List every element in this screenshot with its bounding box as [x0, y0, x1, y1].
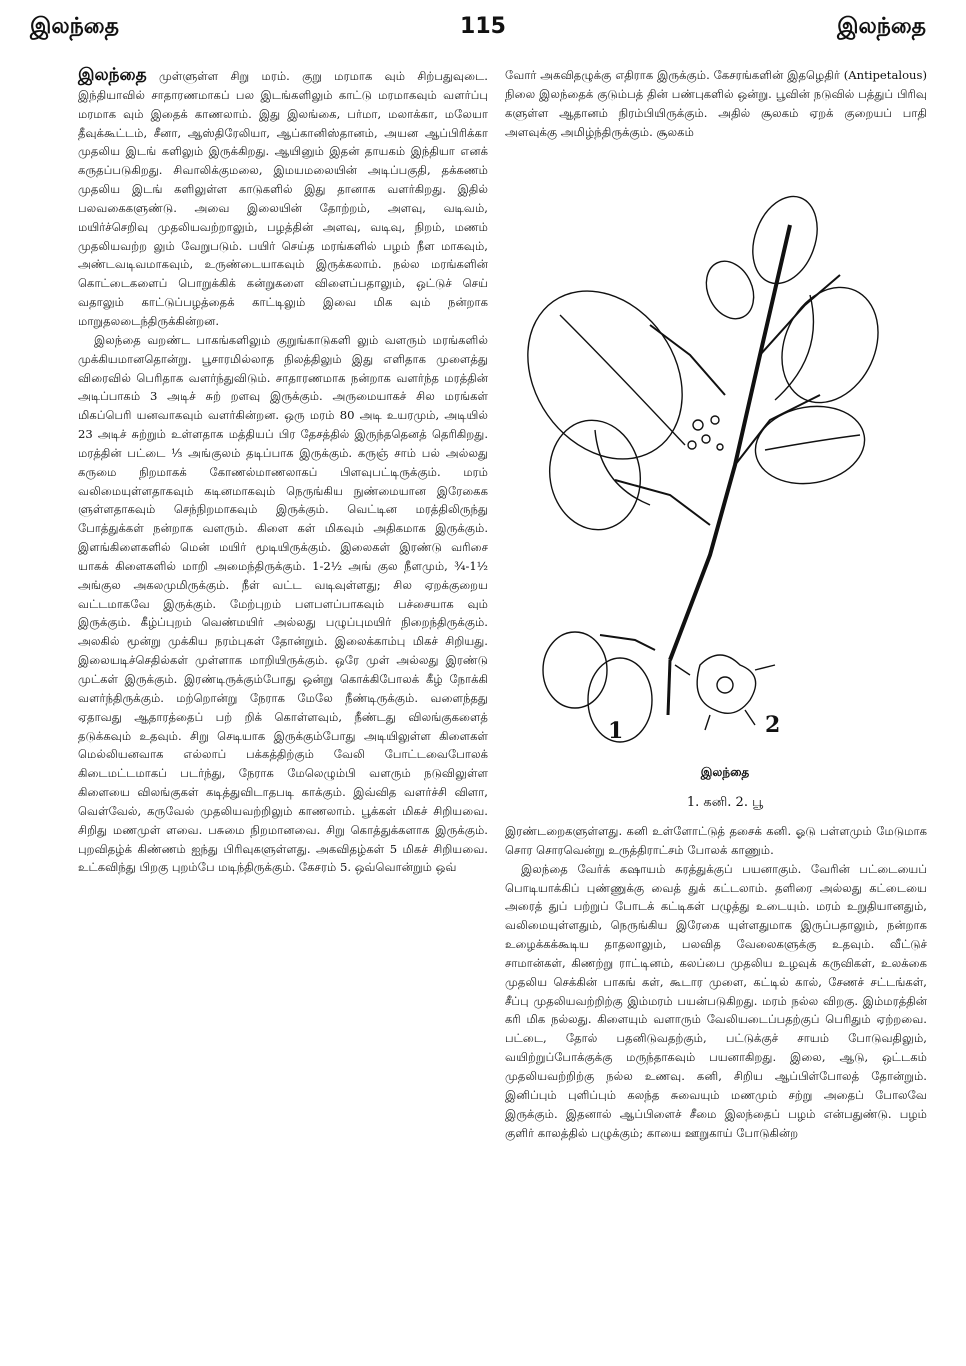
plant-illustration: [520, 195, 930, 755]
figure-label-flower: 2: [765, 712, 781, 738]
running-head-right: இலந்தை: [837, 14, 926, 39]
column-right-top: [505, 66, 927, 141]
leaf-right: [764, 272, 896, 419]
running-head-left: இலந்தை: [30, 14, 119, 39]
leaf-mid-right: [749, 398, 871, 492]
figure-label-fruit: 1: [608, 718, 624, 744]
entry-paragraph-4: இரண்டறைகளுள்ளது. கனி உள்ளோட்டுத் தசைக் கனி. ஓடு பள்ளமும் மேடுமாக சொர சொரவென்று உருத்திராட்சம் போலக் காணும்.: [505, 824, 927, 857]
leaf-large: [520, 261, 714, 489]
entry-headword: இலந்தை: [78, 65, 147, 85]
main-branch: [670, 225, 790, 660]
entry-paragraph-5: இலந்தை வேர்க் கஷாயம் சுரத்துக்குப் பயனாகும். வேரின் பட்டையைப் பொடியாக்கிப் புண்ணுக்கு வைத் துக் கட்டலாம். தளிரை அல்லது கட்டையை அரைத் துப் பற்றுப் போடக் கட்டிகள் பழுத்து உடையும். மரம் உறுதியானதும், வலிமையுள்ளதும், நெருங்கிய இரேகை யுள்ளதுமாக இருப்பதாலும், நன்றாக உழைக்கக்கூடிய தாதலாலும், பலவித வேலைகளுக்கு உதவும். வீட்டுச் சாமான்கள், கிணற்று ராட்டினம், கலப்பை முதலிய உழவுக் கருவிகள், உலக்கை முதலிய செக்கின் பாகங் கள், கூடார முளை, கட்டில் கால், சேணச் சட்டங்கள், சீப்பு முதலியவற்றிற்கு இம்மரம் பயன்படுகிறது. மரம் நல்ல விறகு. இம்மரத்தின் கரி மிக நல்லது. கிளையும் வளாரும் வேலியடைப்பதற்குப் பெரிதும் ஏற்றவை. பட்டை, தோல் பதனிடுவதற்கும், பட்டுக்குச் சாயம் போடுவதிலும், வயிற்றுப்போக்குக்கு மருந்தாகவும் பயனாகிறது. இலை, ஆடு, ஒட்டகம் முதலியவற்றிற்கு நல்ல உணவு. கனி, சிறிய ஆப்பிள்போலத் தோன்றும். இனிப்பும் புளிப்பும் கலந்த சுவையும் மணமும் சற்று அதைப் போலவே இருக்கும். இதனால் ஆப்பிளைச் சீமை இலந்தைப் பழம் என்பதுண்டு. பழம் குளிர் காலத்தில் பழுக்கும்; காயை ஊறுகாய் போடுகின்ற: [505, 861, 927, 1140]
fruit-stalk: [600, 635, 655, 650]
column-left: [78, 66, 488, 877]
entry-paragraph-1-text: முள்ளுள்ள சிறு மரம். குறு மரமாக வும் சிற்பதுவுடை. இந்தியாவில் சாதாரணமாகப் பல இடங்களிலும் காட்டு மரமாகவும் வளர்ப்பு மரமாக வும் இதைக் காணலாம். இது இலங்கை, பர்மா, மலாக்கா, மலேயா தீவுக்கூட்டம், சீனா, ஆஸ்திரேலியா, ஆப்கானிஸ்தானம், அயன ஆப்பிரிக்கா முதலிய இடங் களிலும் இருக்கிறது. ஆயினும் இதன் தாயகம் இந்தியா எனக் கருதப்படுகிறது. சிவாலிக்குமலை, இமயமலையின் அடிப்பகுதி, தக்கணம் முதலிய இடங் களிலுள்ள காடுகளில் இது தானாக வளர்கிறது. இதில் பலவகைகளுண்டு. அவை இலையின் தோற்றம், அளவு, வடிவம், மயிர்ச்செறிவு முதலியவற்றாலும், பழத்தின் அளவு, வடிவு, நிறம், மணம் முதலியவற்ற லும் வேறுபடும். பயிர் செய்த மரங்களில் பழம் நீள மாகவும், அண்டவடிவமாகவும், உருண்டையாகவும் இருக்கலாம். நல்ல மரங்களின் கொட்டைகளைப் பொறுக்கிக் கன்றுகளை விளைப்பதாலும், ஒட்டுச் செய் வதாலும் காட்டுப்பழத்தைக் காட்டிலும் இவை மிக வும் நன்றாக மாறுதலடைந்திருக்கின்றன.: [78, 69, 488, 328]
entry-paragraph-1: [78, 66, 488, 331]
flower-drawing: [675, 655, 775, 730]
page-number: 115: [460, 14, 506, 39]
entry-paragraph-2: இலந்தை வறண்ட பாகங்களிலும் குறுங்காடுகளி லும் வளரும் மரங்களில் முக்கியமானதொன்று. பூசாரமில்லாத நிலத்திலும் இது எளிதாக முளைத்து விரைவில் பெரிதாக வளர்ந்துவிடும். சாதாரணமாக நன்றாக வளர்ந்த மரத்தின் அடிப்பாகம் 3 அடிச் சுற் றளவு இருக்கும். அருமையாகச் சில மரங்கள் மிகப்பெரி யனவாகவும் வளர்கின்றன. ஒரு மரம் 80 அடி உயரமும், அடியில் 23 அடிச் சுற்றும் உள்ளதாக மத்தியப் பிர தேசத்தில் இருந்ததெனத் தெரிகிறது. மரத்தின் பட்டை ⅓ அங்குலம் தடிப்பாக இருக்கும். கருஞ் சாம் பல் அல்லது கருமை நிறமாகக் கோணல்மாணலாகப் பிளவுபட்டிருக்கும். மரம் வலிமையுள்ளதாகவும் கடினமாகவும் நெருங்கிய நுண்மையான இரேகைக ளுள்ளதாகவும் செந்நிறமாகவும் இருக்கும். வெட்டின மரத்திலிருந்து போத்துக்கள் நன்றாக வளரும். கிளை கள் மிகவும் அதிகமாக இருக்கும். இளங்கிளைகளில் மென் மயிர் மூடியிருக்கும். இலைகள் இரண்டு வரிசை யாகக் கிளைகளில் மாறி அமைந்திருக்கும். 1-2½ அங் குல நீளமும், ¾-1½ அங்குல அகலமுமிருக்கும். நீள் வட்ட வடிவுள்ளது; சில ஏறக்குறைய வட்டமாகவே இருக்கும். மேற்புறம் பளபளப்பாகவும் பச்சையாக வும் இருக்கும். கீழ்ப்புறம் வெண்மயிர் அல்லது பழுப்புமயிர் நிறைந்திருக்கும். அலகில் மூன்று முக்கிய நரம்புகள் தோன்றும். இலைக்காம்பு மிகச் சிறியது. இலையடிச்செதில்கள் முள்ளாக மாறியிருக்கும். ஒரே முள் அல்லது இரண்டு முட்கள் இருக்கும். இரண்டிருக்கும்போது ஒன்று கொக்கிபோலக் கீழ் நோக்கி வளர்ந்திருக்கும். மற்றொன்று நேராக மேலே நீண்டிருக்கும். வளைந்தது ஏதாவது ஆதாரத்தைப் பற் றிக் கொள்ளவும், நீண்டது விலங்குகளைத் தடுக்கவும் உதவும். சிறு செடியாக இருக்கும்போது அடியிலுள்ள கிளைகள் மெல்லியனவாக எல்லாப் பக்கத்திற்கும் வேலி போட்டவைபோலக் கிடைமட்டமாகப் படர்ந்து, நேராக மேலெழும்பி வளரும் நடுவிலுள்ள கிளையை விலங்குகள் கடித்துவிடாதபடி காக்கும். இவ்வித வளர்ச்சி விளா, வெள்வேல், கருவேல் முதலியவற்றிலும் காணலாம். பூக்கள் மிகச் சிறியவை. சிறிது மணமுள் ளவை. பசுமை நிறமானவை. சிறு கொத்துக்களாக இருக்கும். புறவிதழ்க் கிண்ணம் ஐந்து பிரிவுகளுள்ளது. அகவிதழ்கள் 5 மிகச் சிறியவை. உட்கவிந்து பிறகு புறம்பே மடிந்திருக்கும். கேசரம் 5. ஒவ்வொன்றும் ஒவ்: [78, 332, 488, 875]
figure-caption-title: இலந்தை: [700, 765, 750, 779]
figure-caption-legend: 1. கனி. 2. பூ: [686, 795, 764, 810]
column-right-bottom: [505, 822, 927, 1142]
entry-paragraph-3: வோர் அகவிதழுக்கு எதிராக இருக்கும். கேசரங்களின் இதழெதிர் (Antipetalous) நிலை இலந்தைக் குடும்பத் தின் பண்புகளில் ஒன்று. பூவின் நடுவில் பத்துப் பிரிவு களுள்ள ஆதானம் நிரம்பியிருக்கும். அதில் சூலகம் ஏறக் குறையப் பாதி அளவுக்கு அமிழ்ந்திருக்கும். சூலகம்: [505, 68, 927, 139]
